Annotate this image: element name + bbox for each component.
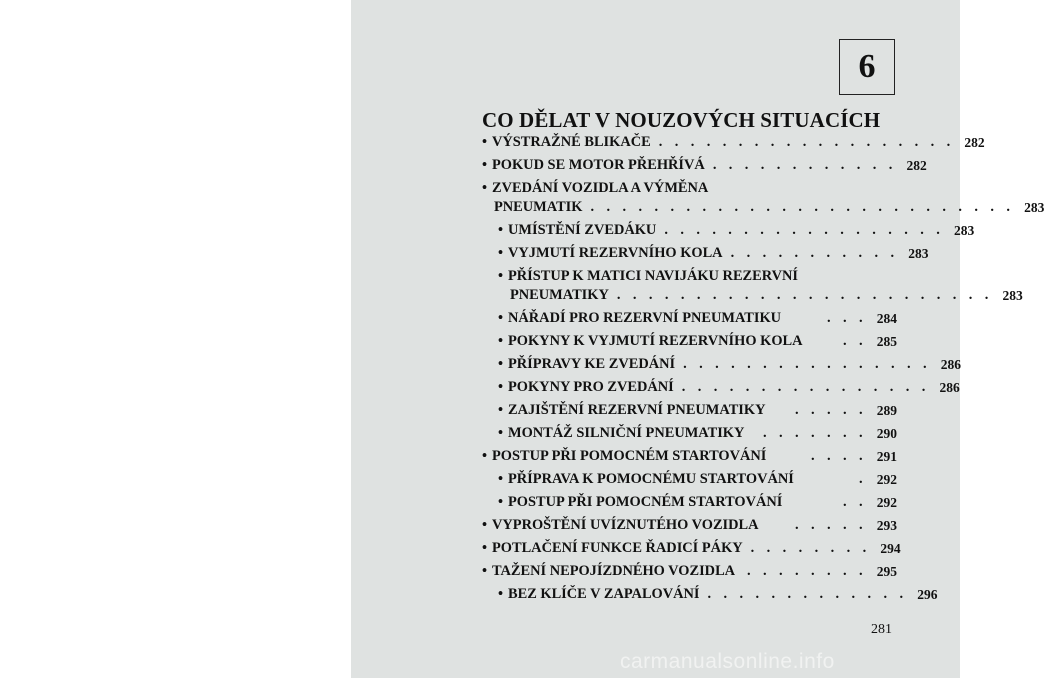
toc-subentry[interactable]	[498, 399, 897, 419]
toc-subentry[interactable]	[498, 422, 897, 442]
toc-subentry[interactable]	[498, 307, 897, 327]
toc-entry-label: POSTUP PŘI POMOCNÉM STARTOVÁNÍ	[508, 494, 783, 510]
toc-entry[interactable]	[482, 131, 985, 151]
toc-page-number: 289	[876, 403, 897, 418]
toc-entry-label: PŘÍPRAVA K POMOCNÉMU STARTOVÁNÍ	[508, 471, 794, 487]
toc-page-number: 290	[876, 426, 897, 441]
toc-entry-label: POSTUP PŘI POMOCNÉM STARTOVÁNÍ	[492, 448, 767, 464]
section-title: CO DĚLAT V NOUZOVÝCH SITUACÍCH	[482, 108, 881, 132]
toc-leader-dots: .	[859, 471, 867, 487]
toc-leader-dots: . . . . . . . . . . . . .	[707, 586, 908, 602]
toc-bullet: •	[482, 134, 488, 150]
toc-entry-label: VÝSTRAŽNÉ BLIKAČE	[492, 134, 651, 150]
toc-page-number: 283	[908, 246, 929, 261]
toc-entry-label: VYJMUTÍ REZERVNÍHO KOLA	[508, 245, 723, 261]
toc-bullet: •	[498, 356, 504, 372]
toc-entry-label: PŘÍSTUP K MATICI NAVIJÁKU REZERVNÍ	[508, 268, 799, 284]
toc-entry-label: ZVEDÁNÍ VOZIDLA A VÝMĚNA	[492, 180, 709, 196]
page-number: 281	[871, 622, 892, 637]
toc-bullet: •	[498, 471, 504, 487]
toc-entry[interactable]	[482, 560, 897, 580]
toc-leader-dots: . . . . . . . . . . . . . . . . . .	[664, 222, 945, 238]
toc-page-number: 293	[876, 518, 897, 533]
toc-leader-dots: . . . . . . . . . . . . . . . .	[681, 379, 930, 395]
toc-leader-dots: . . . . . . . . . . . . . . . . . . . . . . . . . . .	[590, 199, 1015, 215]
toc-page-number: 296	[917, 587, 938, 602]
toc-subentry[interactable]	[498, 242, 929, 262]
toc-bullet: •	[498, 586, 504, 602]
toc-bullet: •	[498, 268, 504, 284]
toc-subentry[interactable]	[498, 376, 960, 396]
toc-entry-label: ZAJIŠTĚNÍ REZERVNÍ PNEUMATIKY	[508, 402, 766, 418]
toc-entry-label: BEZ KLÍČE V ZAPALOVÁNÍ	[508, 586, 700, 602]
toc-page-number: 291	[876, 449, 897, 464]
toc-leader-dots: . . .	[827, 310, 867, 326]
toc-entry-label: POKYNY K VYJMUTÍ REZERVNÍHO KOLA	[508, 333, 803, 349]
toc-page-number: 294	[880, 541, 901, 556]
toc-bullet: •	[482, 540, 488, 556]
toc-leader-dots: . . . . . . .	[763, 425, 867, 441]
toc-subentry[interactable]	[498, 265, 897, 285]
toc-leader-dots: . . . . . . . . . . . . . . . .	[683, 356, 932, 372]
toc-subentry[interactable]	[498, 219, 975, 239]
toc-bullet: •	[482, 563, 488, 579]
toc-bullet: •	[482, 517, 488, 533]
toc-leader-dots: . .	[843, 333, 867, 349]
toc-leader-dots: . . . . . . . .	[747, 563, 867, 579]
toc-entry[interactable]	[482, 177, 897, 197]
toc-leader-dots: . . . . . . . . . . .	[730, 245, 899, 261]
toc-subentry[interactable]	[498, 583, 938, 603]
toc-entry[interactable]	[482, 445, 897, 465]
toc-page-number: 282	[964, 135, 985, 150]
toc-bullet: •	[498, 222, 504, 238]
toc-leader-dots: . . . . .	[795, 402, 867, 418]
toc-leader-dots: . . . .	[811, 448, 867, 464]
toc-page-number: 285	[876, 334, 897, 349]
toc-subentry[interactable]	[498, 491, 897, 511]
toc-bullet: •	[498, 379, 504, 395]
toc-bullet: •	[482, 157, 488, 173]
toc-entry[interactable]	[482, 514, 897, 534]
toc-bullet: •	[482, 180, 488, 196]
toc-entry-label: POKUD SE MOTOR PŘEHŘÍVÁ	[492, 157, 705, 173]
toc-entry-label: UMÍSTĚNÍ ZVEDÁKU	[508, 222, 657, 238]
toc-subentry[interactable]	[498, 468, 897, 488]
toc-page-number: 292	[876, 472, 897, 487]
toc-entry-label: VYPROŠTĚNÍ UVÍZNUTÉHO VOZIDLA	[492, 517, 759, 533]
toc-entry-label: POKYNY PRO ZVEDÁNÍ	[508, 379, 674, 395]
toc-page-number: 283	[1002, 288, 1023, 303]
toc-leader-dots: . . . . . . . . . . . . . . . . . . .	[658, 134, 955, 150]
toc-page-number: 295	[876, 564, 897, 579]
toc-bullet: •	[498, 425, 504, 441]
toc-bullet: •	[498, 310, 504, 326]
toc-subentry[interactable]	[498, 330, 897, 350]
toc-leader-dots: . . . . . . . .	[750, 540, 871, 556]
toc-entry-label: POTLAČENÍ FUNKCE ŘADICÍ PÁKY	[492, 540, 743, 556]
toc-page-number: 283	[954, 223, 975, 238]
watermark: carmanualsonline.info	[620, 650, 835, 673]
toc-entry-label: PŘÍPRAVY KE ZVEDÁNÍ	[508, 356, 676, 372]
toc-entry-label: PNEUMATIK	[494, 199, 583, 215]
toc-bullet: •	[498, 402, 504, 418]
toc-bullet: •	[482, 448, 488, 464]
toc-page-number: 286	[939, 380, 960, 395]
toc-entry-continuation[interactable]	[494, 196, 1044, 216]
toc-bullet: •	[498, 333, 504, 349]
toc-subentry[interactable]	[498, 353, 962, 373]
toc-leader-dots: . . . . .	[795, 517, 867, 533]
toc-bullet: •	[498, 494, 504, 510]
toc-entry-label: PNEUMATIKY	[510, 287, 609, 303]
toc-subentry-continuation[interactable]	[510, 284, 1023, 304]
toc-leader-dots: . . . . . . . . . . . . . . . . . . . . . . . .	[616, 287, 993, 303]
toc-page-number: 282	[906, 158, 927, 173]
toc-page-number: 283	[1024, 200, 1044, 215]
toc-entry-label: TAŽENÍ NEPOJÍZDNÉHO VOZIDLA	[492, 563, 736, 579]
toc-entry[interactable]	[482, 537, 901, 557]
toc-leader-dots: . . . . . . . . . . . .	[712, 157, 897, 173]
chapter-number-box: 6	[839, 39, 895, 95]
toc-entry-label: NÁŘADÍ PRO REZERVNÍ PNEUMATIKU	[508, 310, 782, 326]
toc-entry[interactable]	[482, 154, 927, 174]
toc-bullet: •	[498, 245, 504, 261]
toc-leader-dots: . .	[843, 494, 867, 510]
toc-page-number: 286	[940, 357, 962, 372]
toc-page-number: 284	[876, 311, 897, 326]
toc-page-number: 292	[876, 495, 897, 510]
toc-entry-label: MONTÁŽ SILNIČNÍ PNEUMATIKY	[508, 425, 745, 441]
